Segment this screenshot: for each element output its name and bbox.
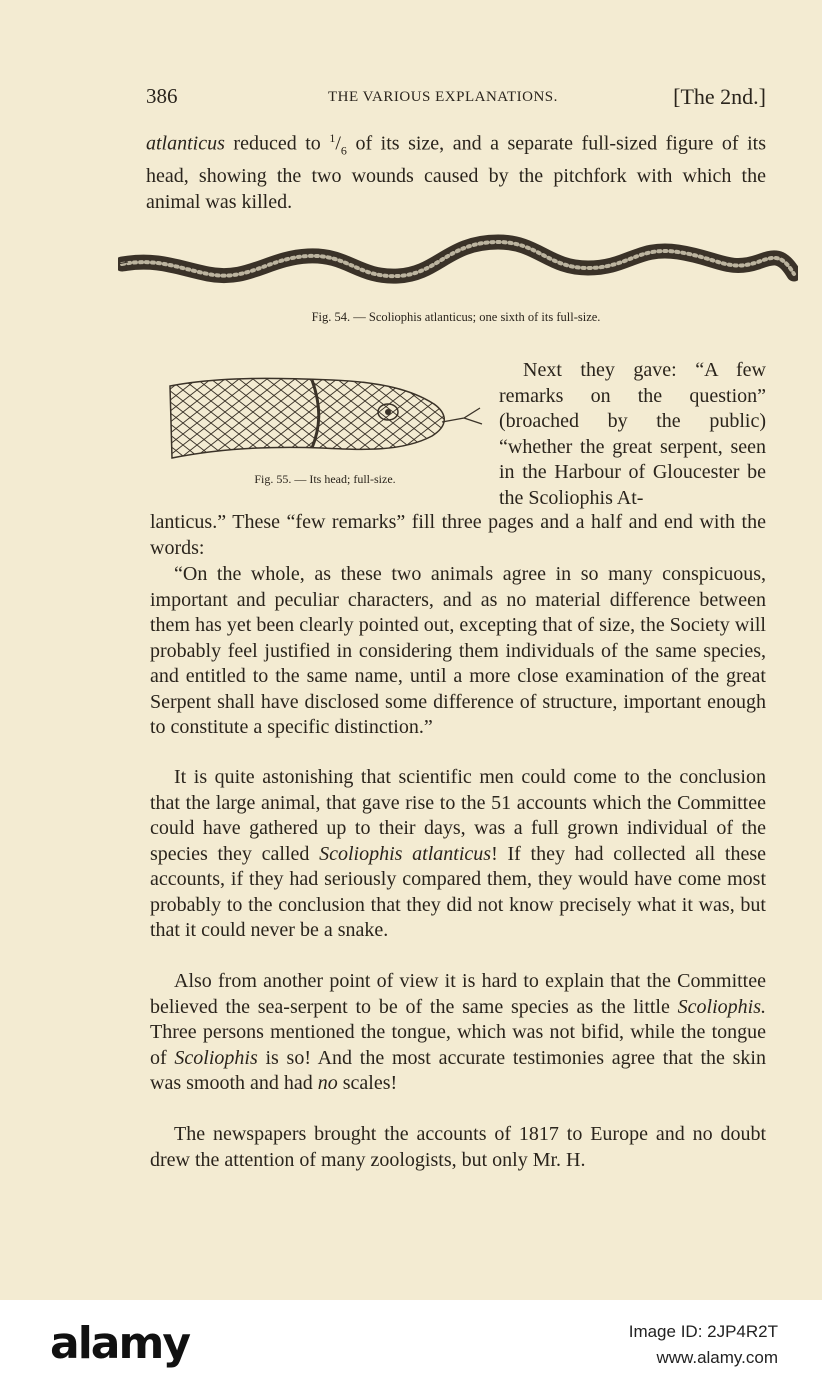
paragraph-3 (150, 765, 766, 944)
serpent-head-illustration (162, 368, 488, 462)
running-header (146, 84, 766, 114)
page-number: 386 (146, 84, 178, 108)
text-span: Three persons mentioned the tongue, which was not bifid, while the tongue of (150, 1021, 766, 1069)
paragraph-2-continued: lanticus.” These “few remarks” fill three pages and a half and end with the words: (150, 511, 766, 559)
stock-url: www.alamy.com (656, 1348, 778, 1367)
italic-term: atlanticus (146, 132, 225, 155)
paragraph-1: atlanticus reduced to $^1/_6$ of its size, and a separate full-sized figure of its head, showing the two wounds caused by the pitchfork with which the animal was killed. (146, 131, 766, 213)
italic-term: Scoliophis (174, 1046, 258, 1069)
paragraph-5: The newspapers brought the accounts of 1817 to Europe and no doubt drew the attention of many zoologists, but only Mr. H. (150, 1123, 766, 1171)
text-span: It is quite astonishing that scientific men could come to the conclusion that the large animal, that gave rise to the 51 accounts which the Committee could have gathered up to their days, was a full grown individual of the species they called (150, 766, 766, 865)
paragraph-4 (150, 969, 766, 1097)
italic-term: Scoliophis. (677, 995, 766, 1018)
chapter-marker: [The 2nd.] (673, 84, 766, 109)
text-span: reduced to (224, 132, 330, 155)
fig54-caption: Fig. 54. — Scoliophis atlanticus; one sixth of its full-size. (311, 310, 601, 324)
paragraph-2-wrapped: Next they gave: “A few remarks on the question” (broached by the public) “whether the great serpent, seen in the Harbour of Gloucester be the Scoliophis At- (499, 359, 766, 509)
italic-term: Scoliophis atlanticus (319, 842, 492, 865)
fraction-denominator: 6 (340, 143, 347, 158)
brand-logo: alamy (50, 1318, 189, 1369)
italic-term: no (317, 1072, 338, 1094)
text-span: Also from another point of view it is hard to explain that the Committee believed the sea-serpent to be of the same species as the little (150, 970, 766, 1018)
running-title: THE VARIOUS EXPLANATIONS. (328, 89, 558, 105)
text-span: of its size, and a separate full-sized figure of its head, showing the two wounds caused by the pitchfork with which the animal was killed. (146, 132, 766, 213)
quotation-paragraph: “On the whole, as these two animals agree in so many conspicuous, important and peculiar characters, and as no material difference between them has yet been clearly pointed out, excepting that of size, the Society will probably feel justified in considering them individuals of the same species, and entitled to the same name, until a more close examination of the great Serpent shall have disclosed some difference of structure, important enough to constitute a specific distinction.” (150, 563, 766, 738)
text-span: ! If they had collected all these accounts, if they had seriously compared them, they would have come most probably to the conclusion that they did not know precisely what it was, but that it could never be a snake. (150, 842, 766, 941)
text-span: scales! (337, 1072, 398, 1094)
fraction-numerator: 1 (329, 131, 336, 145)
stock-image-id: Image ID: 2JP4R2T (628, 1322, 778, 1341)
text-span: is so! And the most accurate testimonies agree that the skin was smooth and had (150, 1046, 766, 1094)
serpent-full-illustration (118, 228, 798, 292)
fig55-caption: Fig. 55. — Its head; full-size. (254, 472, 396, 486)
